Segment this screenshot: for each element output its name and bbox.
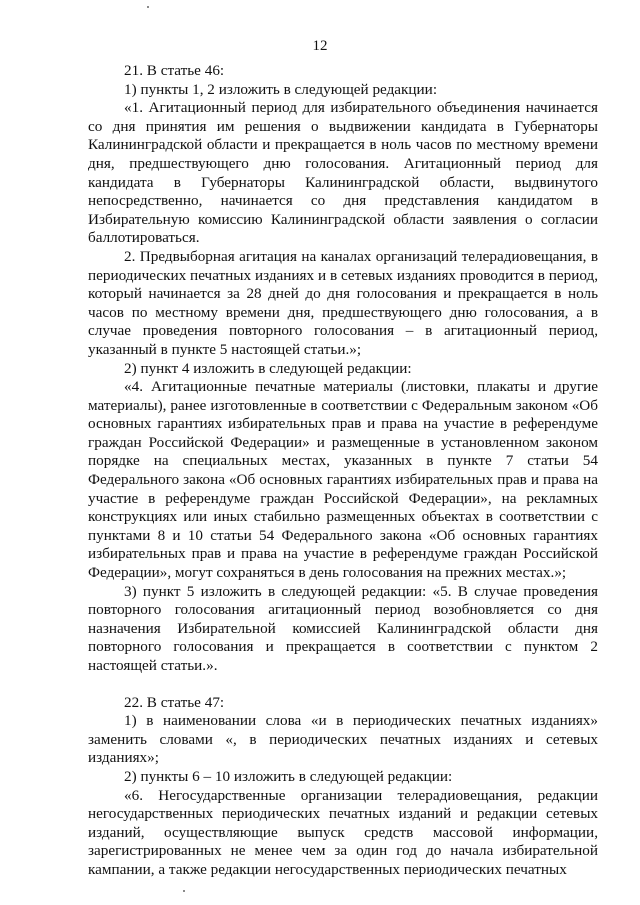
amendment-item-2: 2) пункт 4 изложить в следующей редакции: [124, 359, 412, 377]
document-body [88, 62, 598, 880]
quoted-point-2: 2. Предвыборная агитация на каналах организаций телерадиовещания, в периодических печатных изданиях и в сетевых изданиях проводится в период, который начинается за 28 дней до дня голосования и прекращается в ноль часов по местному времени дня, предшествующего дню голосования, а в случае проведения повторного голосования – в агитационный период, указанный в пункте 5 настоящей статьи.»; [88, 247, 598, 358]
amendment-item-1: 1) пункты 1, 2 изложить в следующей редакции: [124, 80, 438, 98]
scan-speck [147, 6, 149, 8]
quoted-point-1: «1. Агитационный период для избирательного объединения начинается со дня принятия им решения о выдвижении кандидата в Губернаторы Калининградской области и прекращается в ноль часов по местному времени дня, предшествующего дню голосования. Агитационный период для кандидата в Губернаторы Калининградской области, выдвинутого непосредственно, начинается со дня представления кандидатом в Избирательную комиссию Калининградской области заявления о согласии баллотироваться. [88, 99, 598, 247]
article-46-heading: 21. В статье 46: [124, 62, 225, 79]
article-47-item-2: 2) пункты 6 – 10 изложить в следующей редакции: [124, 767, 453, 785]
page-number: 12 [312, 38, 328, 54]
quoted-point-6: «6. Негосударственные организации телерадиовещания, редакции негосударственных периодических печатных изданий и редакции сетевых изданий, осуществляющие выпуск средств массовой информации, зарегистрированных не менее чем за один год до начала избирательной кампании, а также редакции негосударственных периодических печатных [88, 786, 598, 878]
quoted-point-4: «4. Агитационные печатные материалы (листовки, плакаты и другие материалы), ранее изготовленные в соответствии с Федеральным законом «Об основных гарантиях избирательных прав и права на участие в референдуме граждан Российской Федерации» и размещенные в установленном законом порядке на специальных местах, указанных в пункте 7 статьи 54 Федерального закона «Об основных гарантиях избирательных прав и права на участие в референдуме граждан Российской Федерации», на рекламных конструкциях или иных стабильно размещенных объектах в соответствии с пунктами 8 и 10 статьи 54 Федерального закона «Об основных гарантиях избирательных прав и права на участие в референдуме граждан Российской Федерации», могут сохраняться в день голосования на прежних местах.»; [88, 378, 598, 582]
scan-speck [183, 890, 185, 892]
article-47-item-1: 1) в наименовании слова «и в периодических печатных изданиях» заменить словами «, в периодических печатных изданиях и сетевых изданиях»; [88, 712, 598, 767]
article-47-heading: 22. В статье 47: [124, 693, 225, 711]
amendment-item-3: 3) пункт 5 изложить в следующей редакции: «5. В случае проведения повторного голосования агитационный период возобновляется со дня назначения Избирательной комиссией Калининградской области дня повторного голосования и прекращается в соответствии с пунктом 2 настоящей статьи.». [88, 582, 598, 674]
